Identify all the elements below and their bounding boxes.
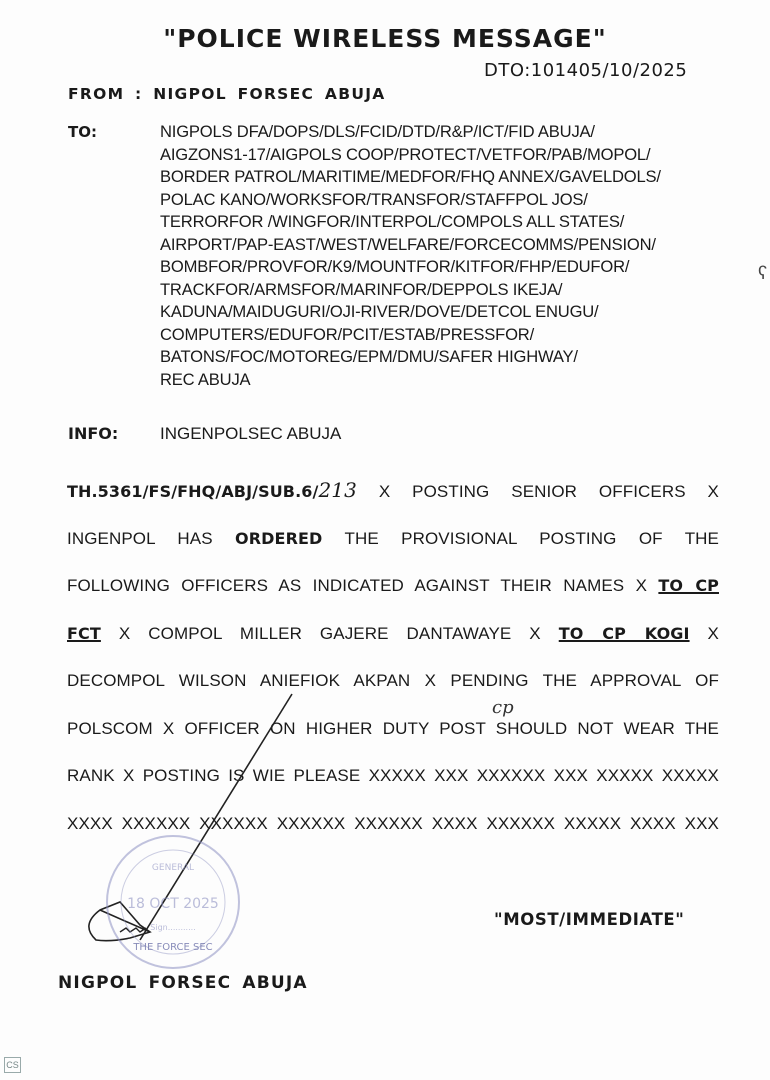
stamp-top-text: GENERAL [151,863,195,873]
margin-mark: ʕ [758,263,767,283]
recipient-line: TERRORFOR /WINGFOR/INTERPOL/COMPOLS ALL STATES/ [160,212,625,231]
stamp-ring-text: THE FORCE SEC [133,942,213,953]
recipient-line: KADUNA/MAIDUGURI/OJI-RIVER/DOVE/DETCOL ENUGU/ [160,302,599,321]
handwritten-annotation: cp [492,697,514,718]
stamp-date: 18 OCT 2025 [127,896,219,912]
recipient-line: AIGZONS1-17/AIGPOLS COOP/PROTECT/VETFOR/PAB/MOPOL/ [160,144,651,164]
body-text: FOLLOWING OFFICERS AS INDICATED AGAINST THEIR NAMES X [67,576,659,595]
bold-text: TH.5361/FS/FHQ/ABJ/SUB.6/ [67,482,319,501]
bold-text: ORDERED [235,528,323,548]
from-line: FROM : NIGPOL FORSEC ABUJA [68,85,386,103]
scanner-badge-icon: CS [4,1057,21,1073]
body-text: THE PROVISIONAL POSTING OF THE [322,528,719,548]
priority-label: "MOST/IMMEDIATE" [494,910,685,929]
to-label: TO: [68,123,97,141]
recipient-line: NIGPOLS DFA/DOPS/DLS/FCID/DTD/R&P/ICT/FID ABUJA/ [160,122,595,141]
recipient-line: REC ABUJA [160,369,251,389]
info-label: INFO: [68,424,119,443]
recipient-line: POLAC KANO/WORKSFOR/TRANSFOR/STAFFPOL JOS/ [160,189,588,209]
recipient-line: BOMBFOR/PROVFOR/K9/MOUNTFOR/KITFOR/FHP/EDUFOR/ [160,257,630,276]
bold-text: FCT [67,623,101,643]
info-value: INGENPOLSEC ABUJA [160,424,342,443]
body-text: INGENPOL HAS [67,528,236,548]
office-stamp [88,830,258,970]
handwritten-number: 213 [318,478,357,502]
stamp-sign: Sign........... [150,923,196,932]
body-line [67,528,719,576]
recipient-line: COMPUTERS/EDUFOR/PCIT/ESTAB/PRESSFOR/ [160,324,534,344]
body-text: X COMPOL MILLER GAJERE DANTAWAYE X [100,623,559,643]
body-line [67,623,719,671]
recipient-line: TRACKFOR/ARMSFOR/MARINFOR/DEPPOLS IKEJA/ [160,279,563,299]
recipient-line: AIRPORT/PAP-EAST/WEST/WELFARE/FORCECOMMS/PENSION/ [160,234,656,254]
body-text: X [689,623,719,643]
body-text: DECOMPOL WILSON ANIEFIOK AKPAN X PENDING THE APPROVAL OF [67,671,719,690]
recipient-list [160,121,661,391]
document-title: "POLICE WIRELESS MESSAGE" [163,24,607,53]
recipient-line: BORDER PATROL/MARITIME/MEDFOR/FHQ ANNEX/GAVELDOLS/ [160,167,661,186]
body-text: RANK X POSTING IS WIE PLEASE XXXXX XXX XXXXXX XXX XXXXX XXXXX [67,766,719,785]
body-text: X POSTING SENIOR OFFICERS X [356,482,719,501]
body-line [67,575,719,623]
recipient-line: BATONS/FOC/MOTOREG/EPM/DMU/SAFER HIGHWAY/ [160,347,578,366]
body-text: POLSCOM X OFFICER ON HIGHER DUTY POST SHOULD NOT WEAR THE [67,718,719,738]
signoff: NIGPOL FORSEC ABUJA [58,973,308,993]
body-line [67,480,719,528]
bold-text: TO CP [658,576,719,595]
bold-text: TO CP KOGI [558,623,690,643]
body-text: XXXX XXXXXX XXXXXX XXXXXX XXXXXX XXXX XXXXXX XXXXX XXXX XXX [67,813,719,833]
dto-reference: DTO:101405/10/2025 [484,60,688,81]
